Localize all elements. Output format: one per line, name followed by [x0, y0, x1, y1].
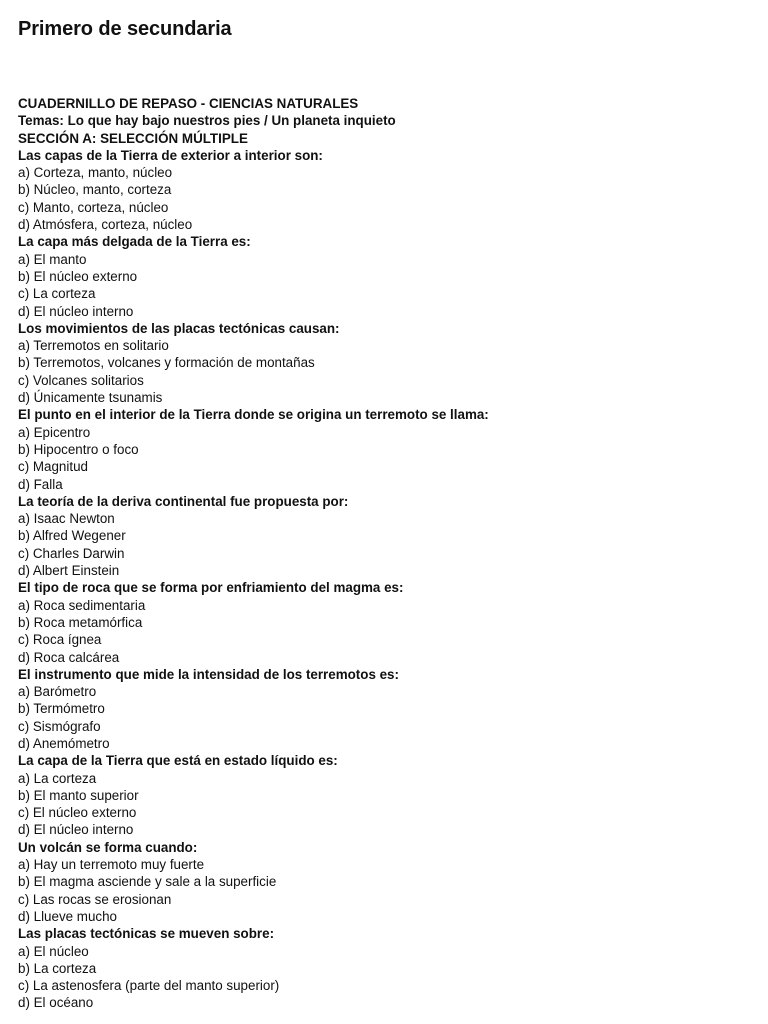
page-title: Primero de secundaria [18, 18, 232, 40]
option-b: b) Termómetro [18, 701, 105, 717]
option-b: b) La corteza [18, 960, 97, 976]
option-d: d) Únicamente tsunamis [18, 390, 163, 406]
option-a: a) La corteza [18, 770, 97, 786]
option-d: d) Albert Einstein [18, 563, 120, 579]
option-c: c) Sismógrafo [18, 718, 101, 734]
booklet-title: CUADERNILLO DE REPASO - CIENCIAS NATURALES [18, 96, 359, 111]
option-b: b) Terremotos, volcanes y formación de montañas [18, 355, 315, 371]
option-c: c) Las rocas se erosionan [18, 891, 172, 907]
option-d: d) El núcleo interno [18, 303, 134, 319]
question-8 [18, 752, 750, 838]
question-text: La capa más delgada de la Tierra es: [18, 234, 251, 250]
option-a: a) Roca sedimentaria [18, 597, 146, 613]
option-a: a) Corteza, manto, núcleo [18, 165, 173, 181]
question-9 [18, 839, 750, 925]
option-d: d) El océano [18, 995, 94, 1011]
option-c: c) Manto, corteza, núcleo [18, 199, 169, 215]
option-b: b) Hipocentro o foco [18, 441, 139, 457]
option-c: c) Volcanes solitarios [18, 372, 144, 388]
option-d: d) Falla [18, 476, 63, 492]
option-c: c) El núcleo externo [18, 805, 137, 821]
option-c: c) La corteza [18, 286, 96, 302]
option-c: c) Charles Darwin [18, 545, 125, 561]
option-c: c) Magnitud [18, 459, 88, 475]
question-text: Los movimientos de las placas tectónicas causan: [18, 320, 340, 336]
option-d: d) Atmósfera, corteza, núcleo [18, 217, 193, 233]
question-6 [18, 579, 750, 665]
question-text: El instrumento que mide la intensidad de los terremotos es: [18, 666, 399, 682]
option-d: d) Anemómetro [18, 735, 110, 751]
question-text: Un volcán se forma cuando: [18, 839, 198, 855]
question-5 [18, 493, 750, 579]
question-text: Las capas de la Tierra de exterior a interior son: [18, 147, 323, 163]
option-b: b) Núcleo, manto, corteza [18, 182, 172, 198]
question-7 [18, 666, 750, 752]
question-1 [18, 147, 750, 233]
option-a: a) Epicentro [18, 424, 91, 440]
question-4 [18, 406, 750, 492]
question-text: La capa de la Tierra que está en estado líquido es: [18, 753, 338, 769]
section-heading: SECCIÓN A: SELECCIÓN MÚLTIPLE [18, 130, 248, 146]
option-b: b) Roca metamórfica [18, 614, 143, 630]
option-d: d) Roca calcárea [18, 649, 120, 665]
option-d: d) Llueve mucho [18, 908, 117, 924]
question-text: El punto en el interior de la Tierra donde se origina un terremoto se llama: [18, 407, 489, 423]
option-a: a) Terremotos en solitario [18, 338, 169, 354]
question-text: La teoría de la deriva continental fue propuesta por: [18, 493, 349, 509]
option-b: b) El manto superior [18, 787, 139, 803]
option-b: b) Alfred Wegener [18, 528, 126, 544]
question-10 [18, 925, 750, 1011]
question-3 [18, 320, 750, 406]
question-2 [18, 233, 750, 319]
question-text: Las placas tectónicas se mueven sobre: [18, 926, 275, 942]
question-text: El tipo de roca que se forma por enfriamiento del magma es: [18, 580, 404, 596]
option-a: a) Isaac Newton [18, 511, 115, 527]
option-b: b) El magma asciende y sale a la superficie [18, 874, 277, 890]
option-a: a) El manto [18, 251, 87, 267]
topics-line: Temas: Lo que hay bajo nuestros pies / Un planeta inquieto [18, 113, 396, 129]
option-c: c) La astenosfera (parte del manto superior) [18, 978, 280, 994]
booklet-content [18, 95, 750, 1012]
option-c: c) Roca ígnea [18, 632, 102, 648]
option-a: a) Hay un terremoto muy fuerte [18, 857, 205, 873]
option-b: b) El núcleo externo [18, 268, 138, 284]
option-a: a) El núcleo [18, 943, 89, 959]
option-d: d) El núcleo interno [18, 822, 134, 838]
option-a: a) Barómetro [18, 684, 97, 700]
